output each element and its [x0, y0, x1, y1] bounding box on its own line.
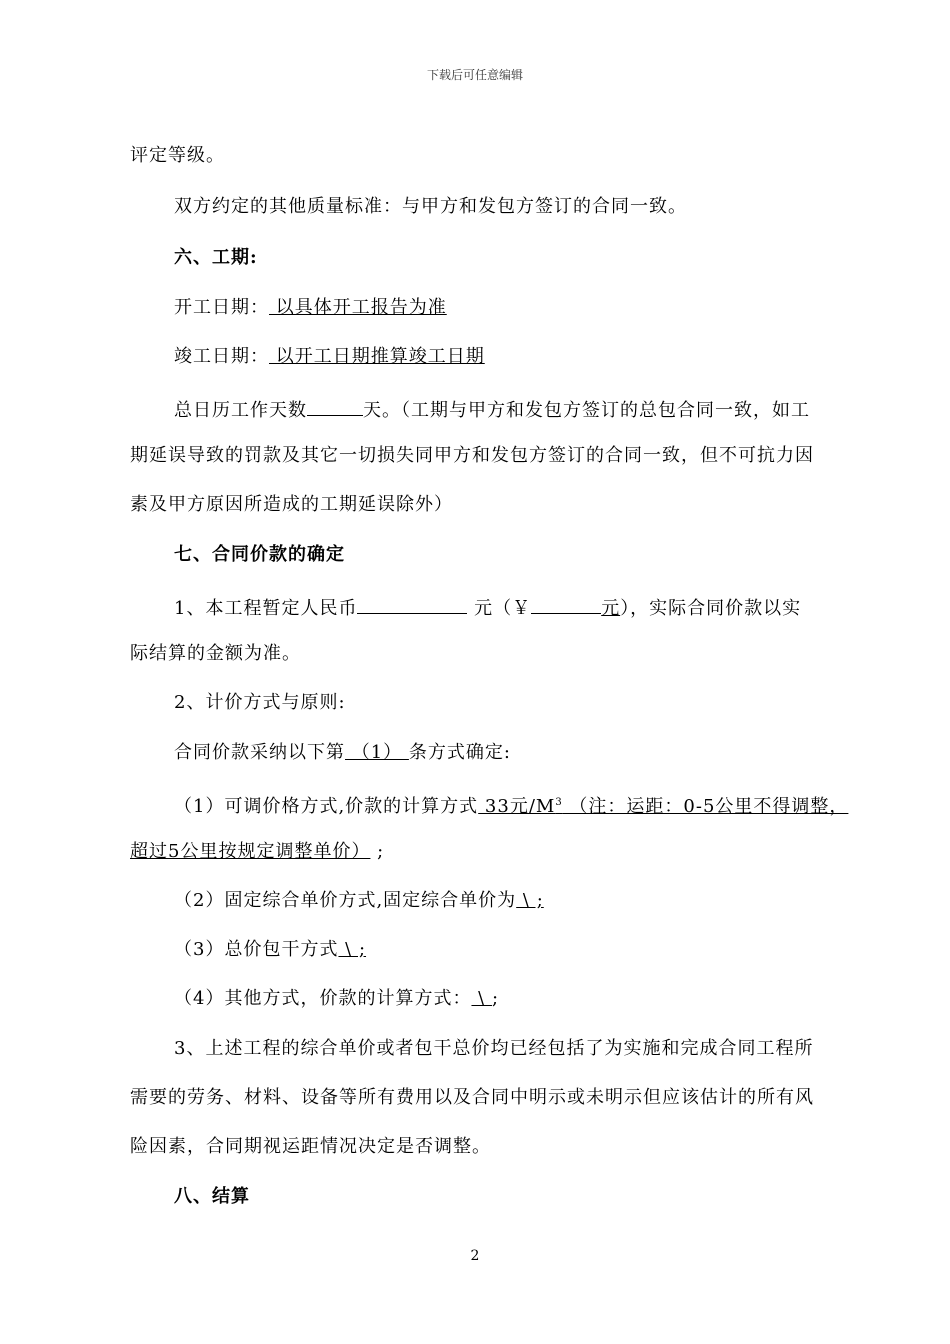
option-two-value: \ ; — [516, 890, 544, 911]
unit-exponent: 3 — [555, 797, 563, 808]
option-one-continuation — [130, 840, 384, 864]
paragraph-line: 际结算的金额为准。 — [130, 643, 301, 664]
page-header: 下载后可任意编辑 — [426, 68, 523, 82]
page-number: 2 — [470, 1248, 480, 1264]
end-date-label: 竣工日期： — [174, 346, 269, 367]
option-three-text: （3）总价包干方式 — [174, 939, 339, 960]
option-two-line — [174, 889, 544, 913]
total-days-line — [174, 395, 810, 423]
price-yuan-blank — [531, 593, 601, 614]
start-date-value: 以具体开工报告为准 — [269, 297, 447, 318]
start-date-label: 开工日期： — [174, 297, 269, 318]
paragraph-line: 期延误导致的罚款及其它一切损失同甲方和发包方签订的合同一致，但不可抗力因 — [130, 445, 814, 466]
option-four-text: （4）其他方式，价款的计算方式： — [174, 988, 472, 1009]
method-text: 条方式确定: — [408, 742, 511, 763]
option-four-end: ; — [491, 988, 500, 1009]
start-date-line — [174, 296, 447, 320]
option-three-value: \ ; — [338, 939, 367, 960]
price-unit: 元 — [601, 598, 621, 619]
method-selection-line — [174, 741, 511, 765]
option-four-value: \ — [471, 988, 492, 1009]
total-days-text: 天。（工期与甲方和发包方签订的总包合同一致，如工 — [363, 400, 810, 421]
quality-standard-line: 双方约定的其他质量标准：与甲方和发包方签订的合同一致。 — [174, 196, 687, 217]
total-days-label: 总日历工作天数 — [174, 400, 307, 421]
total-days-blank — [307, 395, 363, 416]
option-one-end: ; — [370, 841, 385, 862]
option-four-line — [174, 987, 499, 1011]
option-one-text: （1）可调价格方式,价款的计算方式 — [174, 796, 479, 817]
price-text: ），实际合同价款以实 — [620, 598, 802, 619]
price-line — [174, 593, 801, 621]
distance-note: （注：运距：0-5公里不得调整， — [562, 796, 849, 817]
end-date-value: 以开工日期推算竣工日期 — [269, 346, 485, 367]
section-heading-six: 六、工期: — [174, 247, 258, 268]
price-text: 元（￥ — [467, 598, 532, 619]
paragraph-line: 素及甲方原因所造成的工期延误除外） — [130, 494, 453, 515]
section-heading-eight: 八、结算 — [174, 1186, 250, 1207]
price-text: 1、本工程暂定人民币 — [174, 598, 358, 619]
unit-price: 33元/M — [478, 796, 556, 817]
price-rmb-blank — [357, 593, 467, 614]
paragraph-line: 评定等级。 — [130, 145, 225, 166]
paragraph-line: 需要的劳务、材料、设备等所有费用以及合同中明示或未明示但应该估计的所有风 — [130, 1087, 814, 1108]
section-heading-seven: 七、合同价款的确定 — [174, 544, 345, 565]
option-two-text: （2）固定综合单价方式,固定综合单价为 — [174, 890, 517, 911]
option-one-note: 超过5公里按规定调整单价） — [130, 841, 371, 862]
option-three-line — [174, 938, 366, 962]
end-date-line — [174, 345, 485, 369]
paragraph-line: 3、上述工程的综合单价或者包干总价均已经包括了为实施和完成合同工程所 — [174, 1038, 814, 1059]
pricing-method-heading: 2、计价方式与原则: — [174, 692, 346, 713]
paragraph-line: 险因素，合同期视运距情况决定是否调整。 — [130, 1136, 491, 1157]
option-one-line — [174, 791, 848, 819]
option-one-value — [478, 796, 848, 817]
method-choice: （1） — [345, 742, 409, 763]
method-text: 合同价款采纳以下第 — [174, 742, 345, 763]
